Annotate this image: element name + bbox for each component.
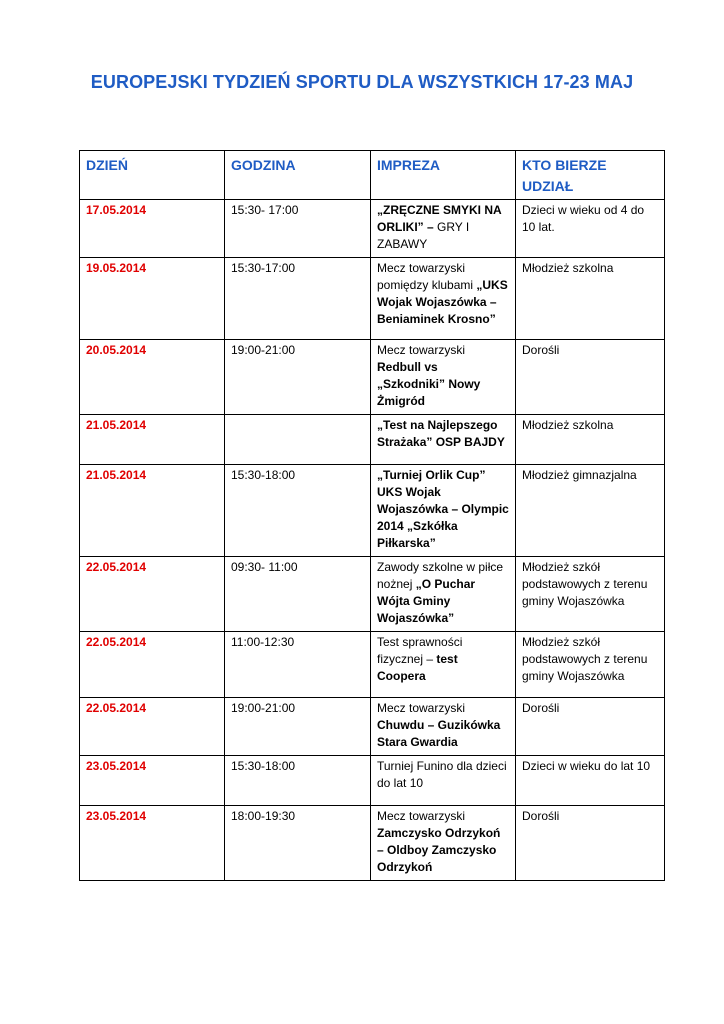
cell-day: 22.05.2014 [80, 632, 225, 698]
cell-time: 19:00-21:00 [225, 698, 371, 756]
table-row [80, 557, 665, 632]
cell-time: 19:00-21:00 [225, 340, 371, 415]
cell-participants: Dorośli [516, 698, 665, 756]
event-text: Test sprawności fizycznej – [377, 635, 463, 666]
cell-day: 23.05.2014 [80, 756, 225, 806]
cell-time: 18:00-19:30 [225, 806, 371, 881]
event-text: Mecz towarzyski [377, 343, 466, 357]
table-row [80, 698, 665, 756]
event-text-bold: Redbull vs „Szkodniki” Nowy Żmigród [377, 360, 481, 408]
cell-event [371, 632, 516, 698]
cell-day: 21.05.2014 [80, 465, 225, 557]
cell-day: 21.05.2014 [80, 415, 225, 465]
event-text: Mecz towarzyski [377, 809, 466, 823]
event-text: Mecz towarzyski [377, 701, 466, 715]
table-row [80, 806, 665, 881]
cell-participants: Dorośli [516, 340, 665, 415]
event-text: GRY I ZABAWY [377, 220, 470, 251]
cell-event [371, 258, 516, 340]
cell-day: 17.05.2014 [80, 200, 225, 258]
event-text-bold: test Coopera [377, 652, 458, 683]
cell-day: 23.05.2014 [80, 806, 225, 881]
cell-time: 09:30- 11:00 [225, 557, 371, 632]
cell-event [371, 340, 516, 415]
cell-day: 22.05.2014 [80, 557, 225, 632]
cell-time: 15:30- 17:00 [225, 200, 371, 258]
table-row [80, 465, 665, 557]
event-text: Zawody szkolne w piłce nożnej [377, 560, 504, 591]
cell-time [225, 415, 371, 465]
cell-event [371, 415, 516, 465]
table-row [80, 340, 665, 415]
event-text-bold: „ZRĘCZNE SMYKI NA ORLIKI” – [377, 203, 502, 234]
cell-event [371, 756, 516, 806]
table-row [80, 258, 665, 340]
cell-participants: Dzieci w wieku do lat 10 [516, 756, 665, 806]
cell-time: 11:00-12:30 [225, 632, 371, 698]
cell-participants: Młodzież szkół podstawowych z terenu gminy Wojaszówka [516, 632, 665, 698]
cell-day: 22.05.2014 [80, 698, 225, 756]
cell-event [371, 465, 516, 557]
table-row [80, 415, 665, 465]
cell-participants: Dorośli [516, 806, 665, 881]
cell-participants: Młodzież szkolna [516, 258, 665, 340]
cell-participants: Młodzież szkół podstawowych z terenu gminy Wojaszówka [516, 557, 665, 632]
event-text: Mecz towarzyski pomiędzy klubami [377, 261, 477, 292]
cell-day: 19.05.2014 [80, 258, 225, 340]
cell-event [371, 200, 516, 258]
event-text-bold: Chuwdu – Guzikówka Stara Gwardia [377, 718, 501, 749]
cell-participants: Dzieci w wieku od 4 do 10 lat. [516, 200, 665, 258]
page-title: EUROPEJSKI TYDZIEŃ SPORTU DLA WSZYSTKICH 17-23 MAJ [90, 72, 634, 92]
header-participants: KTO BIERZE UDZIAŁ [516, 151, 665, 200]
table-header-row [80, 151, 665, 200]
event-text-bold: „Turniej Orlik Cup” UKS Wojak Wojaszówka – Olympic 2014 „Szkółka Piłkarska” [377, 468, 509, 550]
header-event: IMPREZA [371, 151, 516, 200]
cell-participants: Młodzież szkolna [516, 415, 665, 465]
schedule-table [79, 150, 665, 881]
cell-day: 20.05.2014 [80, 340, 225, 415]
cell-time: 15:30-18:00 [225, 756, 371, 806]
event-text-bold: „O Puchar Wójta Gminy Wojaszówka” [377, 577, 476, 625]
event-text: Turniej Funino dla dzieci do lat 10 [377, 759, 507, 790]
cell-event [371, 698, 516, 756]
header-time: GODZINA [225, 151, 371, 200]
table-row [80, 756, 665, 806]
event-text-bold: „UKS Wojak Wojaszówka – Beniaminek Krosno” [377, 278, 508, 326]
cell-time: 15:30-17:00 [225, 258, 371, 340]
event-text-bold: Zamczysko Odrzykoń – Oldboy Zamczysko Odrzykoń [377, 826, 501, 874]
header-day: DZIEŃ [80, 151, 225, 200]
cell-event [371, 557, 516, 632]
table-row [80, 200, 665, 258]
event-text-bold: „Test na Najlepszego Strażaka” OSP BAJDY [377, 418, 505, 449]
cell-participants: Młodzież gimnazjalna [516, 465, 665, 557]
table-row [80, 632, 665, 698]
cell-event [371, 806, 516, 881]
cell-time: 15:30-18:00 [225, 465, 371, 557]
